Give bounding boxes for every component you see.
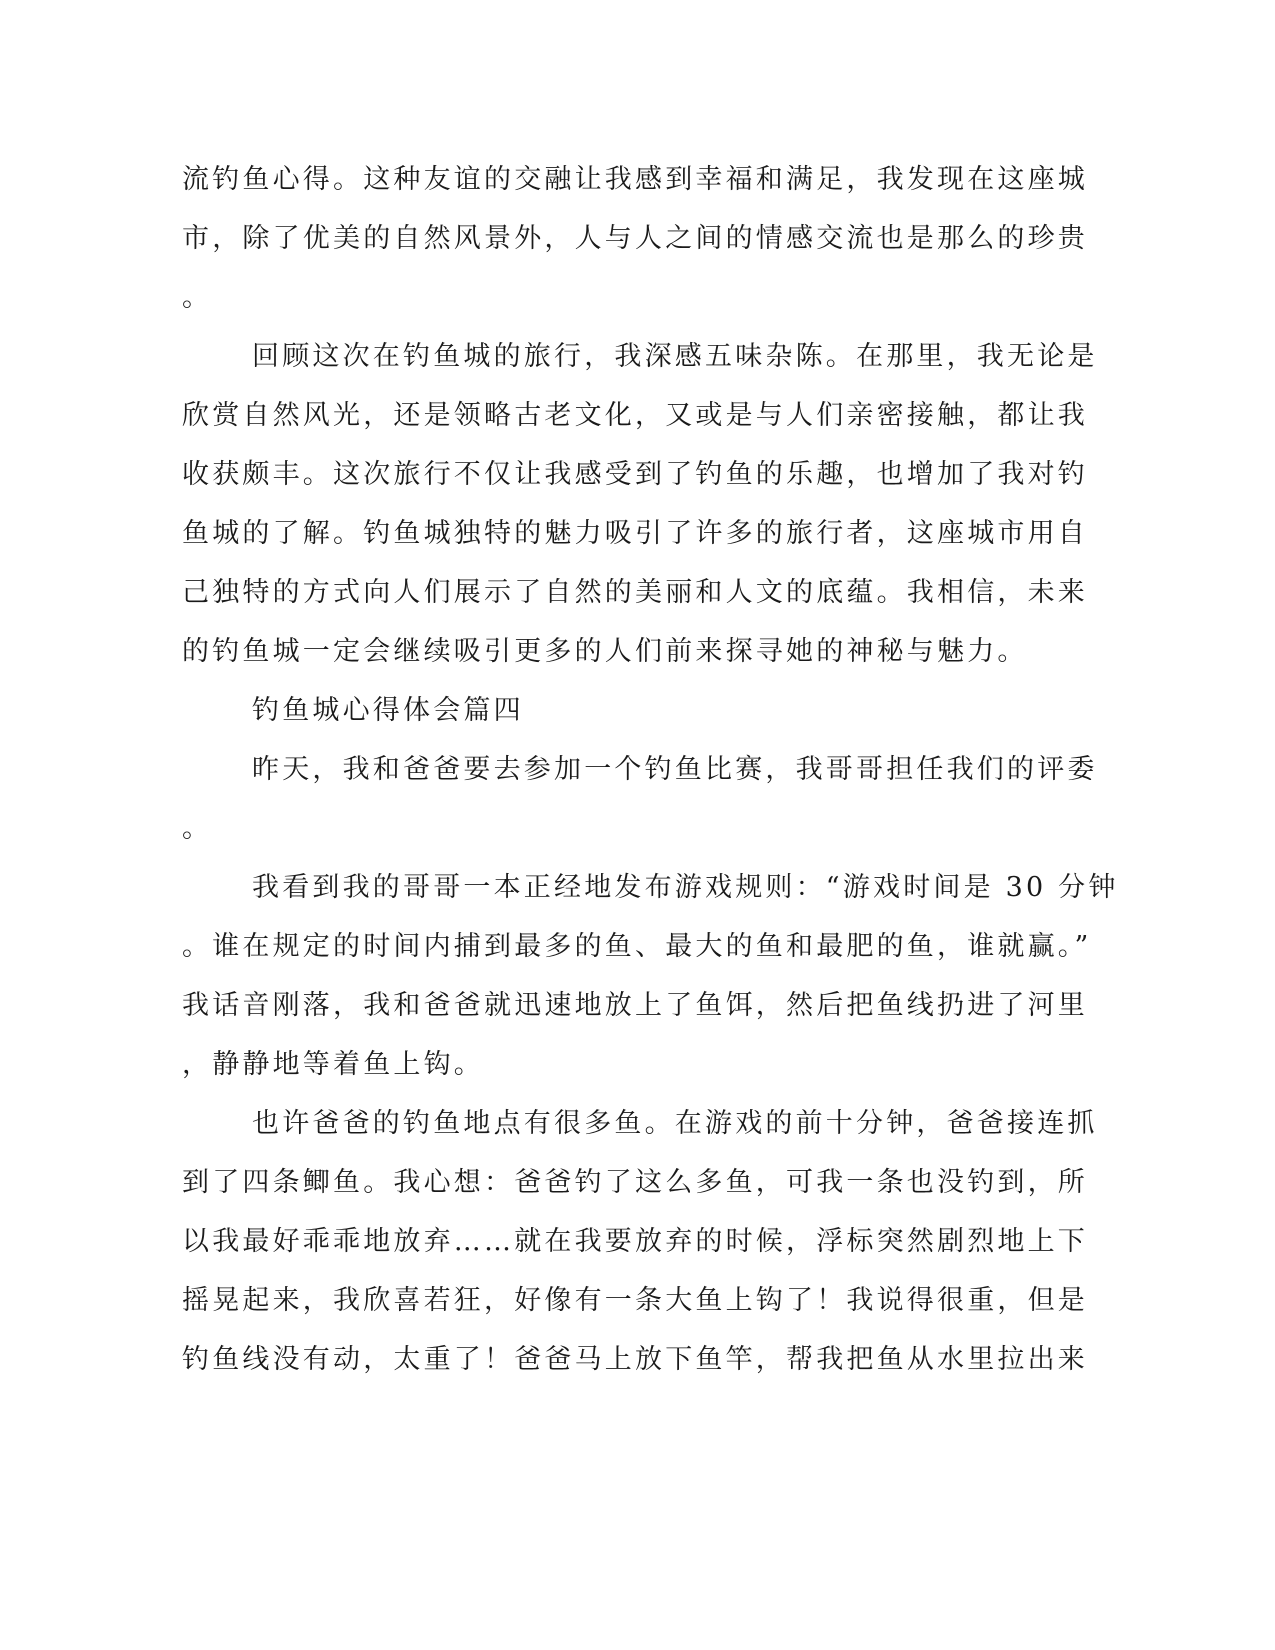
text-line: 己独特的方式向人们展示了自然的美丽和人文的底蕴。我相信，未来 [182,577,1088,608]
paragraph-start: 昨天，我和爸爸要去参加一个钓鱼比赛，我哥哥担任我们的评委 [252,754,1098,785]
text-line: 。谁在规定的时间内捕到最多的鱼、最大的鱼和最肥的鱼，谁就赢。” [182,931,1092,962]
paragraph-start: 回顾这次在钓鱼城的旅行，我深感五味杂陈。在那里，我无论是 [252,341,1098,372]
paragraph-start: 我看到我的哥哥一本正经地发布游戏规则：“游戏时间是 30 分钟 [252,872,1119,903]
text-line: 。 [182,282,213,313]
text-line: 。 [182,813,213,844]
text-line: ，静静地等着鱼上钩。 [182,1049,484,1080]
text-line: 摇晃起来，我欣喜若狂，好像有一条大鱼上钩了！我说得很重，但是 [182,1285,1088,1316]
text-line: 收获颇丰。这次旅行不仅让我感受到了钓鱼的乐趣，也增加了我对钓 [182,459,1088,490]
text-line: 我话音刚落，我和爸爸就迅速地放上了鱼饵，然后把鱼线扔进了河里 [182,990,1088,1021]
text-line: 以我最好乖乖地放弃……就在我要放弃的时候，浮标突然剧烈地上下 [182,1226,1088,1257]
section-heading: 钓鱼城心得体会篇四 [252,695,524,726]
text-line: 到了四条鲫鱼。我心想：爸爸钓了这么多鱼，可我一条也没钓到，所 [182,1167,1088,1198]
text-line: 鱼城的了解。钓鱼城独特的魅力吸引了许多的旅行者，这座城市用自 [182,518,1088,549]
text-line: 欣赏自然风光，还是领略古老文化，又或是与人们亲密接触，都让我 [182,400,1088,431]
text-line: 钓鱼线没有动，太重了！爸爸马上放下鱼竿，帮我把鱼从水里拉出来 [182,1344,1088,1375]
text-line: 流钓鱼心得。这种友谊的交融让我感到幸福和满足，我发现在这座城 [182,164,1088,195]
paragraph-start: 也许爸爸的钓鱼地点有很多鱼。在游戏的前十分钟，爸爸接连抓 [252,1108,1098,1139]
text-line: 的钓鱼城一定会继续吸引更多的人们前来探寻她的神秘与魅力。 [182,636,1028,667]
text-line: 市，除了优美的自然风景外，人与人之间的情感交流也是那么的珍贵 [182,223,1088,254]
